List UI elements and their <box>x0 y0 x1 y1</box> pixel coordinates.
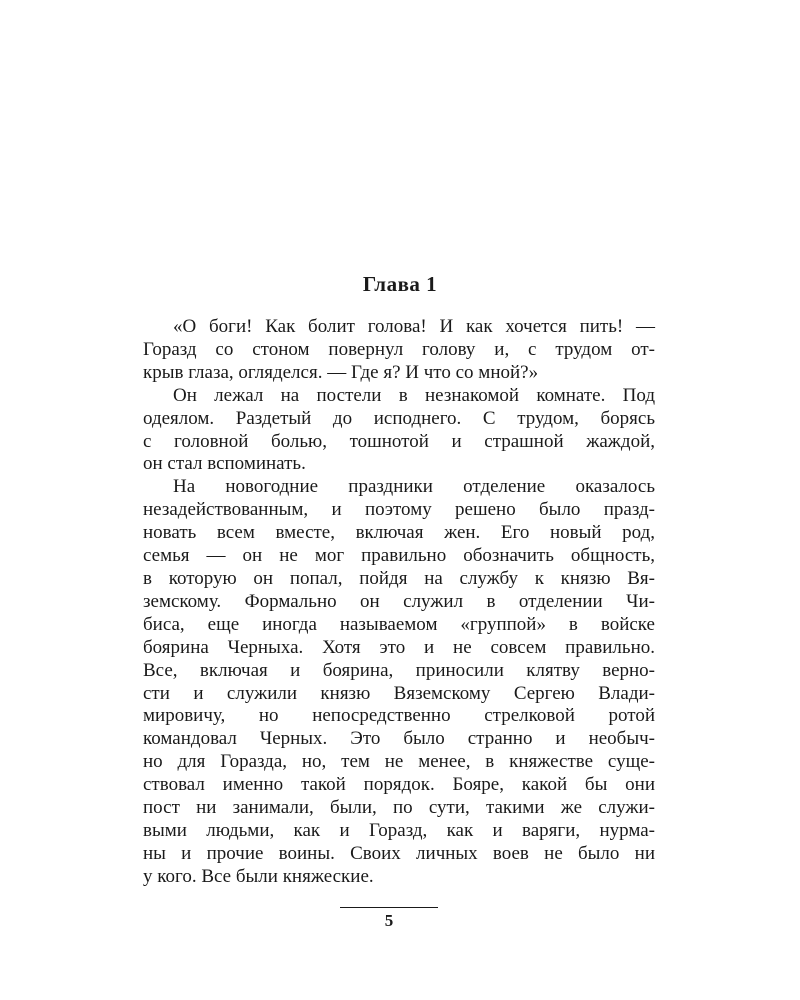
text-line: новать всем вместе, включая жен. Его новый род, <box>143 522 655 544</box>
text-line: ствовал именно такой порядок. Бояре, какой бы они <box>143 774 655 796</box>
body-text <box>143 316 655 889</box>
text-line: ны и прочие воины. Своих личных воев не было ни <box>143 842 655 864</box>
text-line: боярина Черныха. Хотя это и не совсем правильно. <box>143 636 655 658</box>
text-line: мировичу, но непосредственно стрелковой ротой <box>143 705 655 727</box>
text-line: Он лежал на постели в незнакомой комнате. Под <box>173 384 655 406</box>
text-line: в которую он попал, пойдя на службу к князю Вя- <box>143 567 655 589</box>
text-line: На новогодние праздники отделение оказалось <box>173 476 655 498</box>
paragraph <box>143 316 655 385</box>
text-line: Горазд со стоном повернул голову и, с трудом от- <box>143 338 655 360</box>
text-line: незадействованным, и поэтому решено было празд- <box>143 499 655 521</box>
page-number: 5 <box>384 911 394 930</box>
text-line: он стал вспоминать. <box>143 453 306 475</box>
text-line: сти и служили князю Вяземскому Сергею Влади- <box>143 682 655 704</box>
text-line: у кого. Все были княжеские. <box>143 865 374 887</box>
chapter-title: Глава 1 <box>362 272 438 296</box>
paragraph <box>143 385 655 477</box>
paragraph <box>143 476 655 888</box>
text-line: крыв глаза, огляделся. — Где я? И что со мной?» <box>143 361 539 383</box>
text-line: «О боги! Как болит голова! И как хочется пить! — <box>173 316 655 337</box>
footer-rule <box>340 907 438 908</box>
text-line: пост ни занимали, были, по сути, такими же служи- <box>143 797 655 819</box>
text-line: земскому. Формально он служил в отделении Чи- <box>143 590 655 612</box>
text-line: семья — он не мог правильно обозначить общность, <box>143 545 655 567</box>
text-line: биса, еще иногда называемом «группой» в войске <box>143 613 655 635</box>
text-line: но для Горазда, но, тем не менее, в княжестве суще- <box>143 751 655 773</box>
text-line: с головной болью, тошнотой и страшной жаждой, <box>143 430 655 452</box>
text-line: командовал Черных. Это было странно и необыч- <box>143 728 655 750</box>
text-line: выми людьми, как и Горазд, как и варяги, нурма- <box>143 819 655 841</box>
text-line: одеялом. Раздетый до исподнего. С трудом, борясь <box>143 407 655 429</box>
text-line: Все, включая и боярина, приносили клятву верно- <box>143 659 655 681</box>
